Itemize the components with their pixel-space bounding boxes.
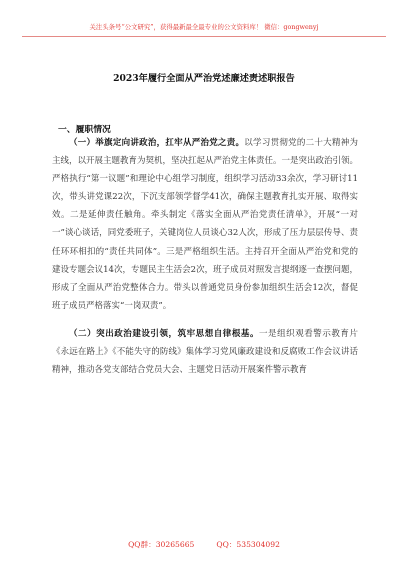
document-title: 2023年履行全面从严治党述廉述责述职报告 bbox=[113, 73, 295, 84]
section-heading: 一、履职情况 bbox=[58, 125, 111, 135]
header-divider bbox=[22, 36, 386, 37]
paragraph-2-text: 一是组织观看警示教育片《永远在路上》《不能失守的防线》集体学习党风廉政建设和反腐败工作会议讲话精神，推动各党支部结合党员大会、主题党日活动开展案件警示教育 bbox=[52, 329, 358, 376]
footer-contact bbox=[0, 539, 408, 550]
footer-qq-group: QQ群：30265665 bbox=[128, 540, 195, 549]
paragraph-1-subheading: （一）举旗定向讲政治，扛牢从严治党之责。 bbox=[69, 138, 245, 148]
header-banner: 关注头条号“公文研究”，获得最新最全最专业的公文资料库！ 微信：gongwenyj bbox=[89, 23, 319, 31]
paragraph-1 bbox=[52, 134, 358, 315]
paragraph-2-subheading: （二）突出政治建设引领，筑牢思想自律根基。 bbox=[69, 329, 259, 339]
paragraph-2 bbox=[52, 325, 358, 379]
footer-qq: QQ：535304092 bbox=[216, 540, 280, 549]
paragraph-1-text: 以学习贯彻党的二十大精神为主线，以开展主题教育为契机，坚决扛起从严治党主体责任。一是突出政治引领。严格执行“第一议题”和理论中心组学习制度，组织学习活动33余次，学习研讨11次，带头讲党课22次，下沉支部领学督学41次，确保主题教育扎实开展、取得实效。二是延伸责任触角。牵头制定《落实全面从严治党责任清单》，开展“一对一”谈心谈话，同党委班子，关键岗位人员谈心32人次，形成了压力层层传导、责任环环相扣的“责任共同体”。三是严格组织生活。主持召开全面从严治党和党的建设专题会议14次，专题民主生活会2次，班子成员对照发言提纲逐一查摆问题，形成了全面从严治党整体合力。带头以普通党员身份参加组织生活会12次，督促班子成员严格落实“一岗双责”。 bbox=[52, 138, 359, 311]
